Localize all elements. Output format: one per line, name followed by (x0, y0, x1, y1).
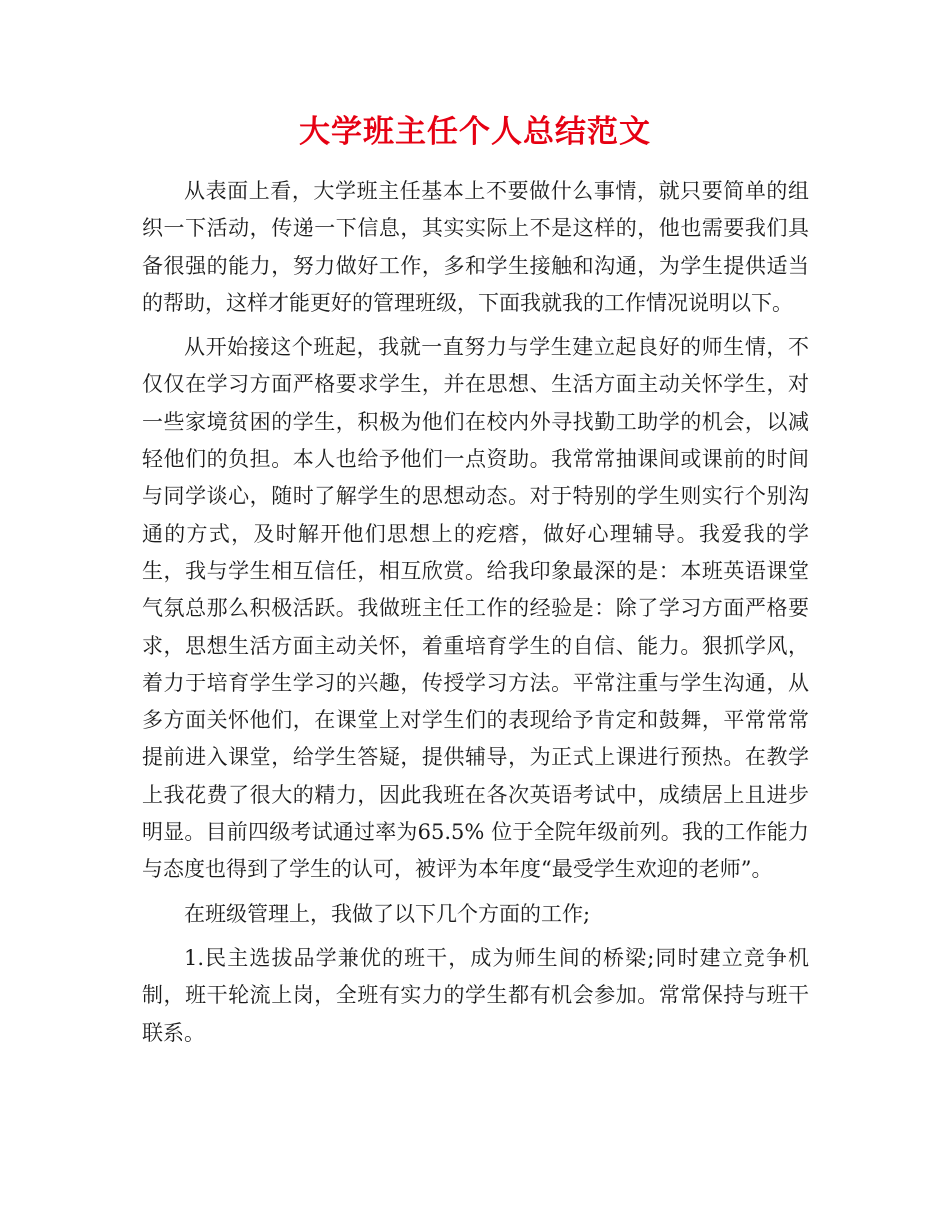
document-body (142, 173, 809, 1059)
document-title: 大学班主任个人总结范文 (299, 114, 651, 150)
paragraph-experience: 从开始接这个班起，我就一直努力与学生建立起良好的师生情，不仅仅在学习方面严格要求学生，并在思想、生活方面主动关怀学生，对一些家境贫困的学生，积极为他们在校内外寻找勤工助学的机会，以减轻他们的负担。本人也给予他们一点资助。我常常抽课间或课前的时间与同学谈心，随时了解学生的思想动态。对于特别的学生则实行个别沟通的方式，及时解开他们思想上的疙瘩，做好心理辅导。我爱我的学生，我与学生相互信任，相互欣赏。给我印象最深的是：本班英语课堂气氛总那么积极活跃。我做班主任工作的经验是：除了学习方面严格要求，思想生活方面主动关怀，着重培育学生的自信、能力。狠抓学风，着力于培育学生学习的兴趣，传授学习方法。平常注重与学生沟通，从多方面关怀他们，在课堂上对学生们的表现给予肯定和鼓舞，平常常常提前进入课堂，给学生答疑，提供辅导，为正式上课进行预热。在教学上我花费了很大的精力，因此我班在各次英语考试中，成绩居上且进步明显。目前四级考试通过率为65.5% 位于全院年级前列。我的工作能力与态度也得到了学生的认可，被评为本年度“最受学生欢迎的老师”。 (142, 335, 809, 882)
paragraph-intro: 从表面上看，大学班主任基本上不要做什么事情，就只要简单的组织一下活动，传递一下信息，其实实际上不是这样的，他也需要我们具备很强的能力，努力做好工作，多和学生接触和沟通，为学生提供适当的帮助，这样才能更好的管理班级，下面我就我的工作情况说明以下。 (142, 179, 809, 315)
paragraph-management-intro: 在班级管理上，我做了以下几个方面的工作; (184, 901, 591, 926)
paragraph-item-1: 1.民主选拔品学兼优的班干，成为师生间的桥梁;同时建立竞争机制，班干轮流上岗，全班有实力的学生都有机会参加。常常保持与班干联系。 (142, 945, 809, 1045)
